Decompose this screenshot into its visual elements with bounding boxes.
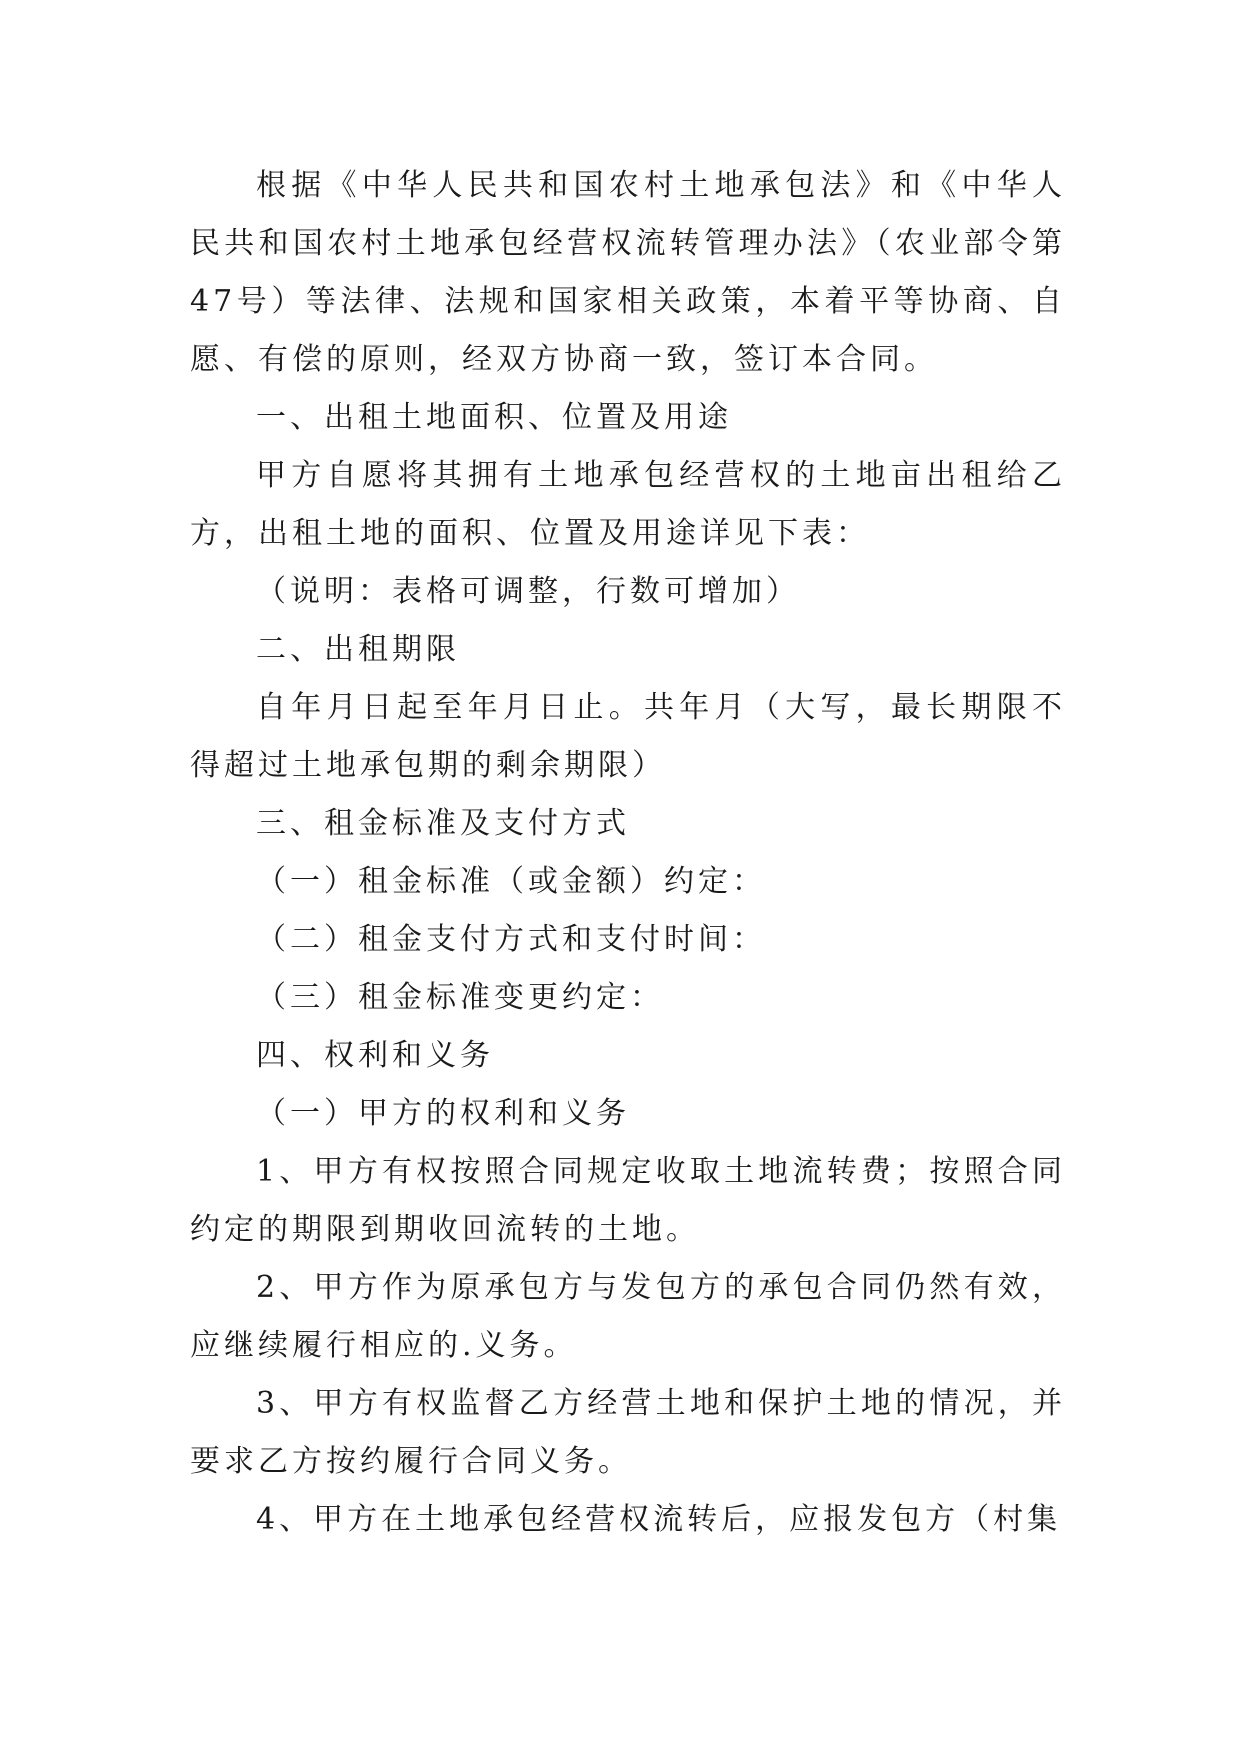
subsection-party-a-rights: （一）甲方的权利和义务	[256, 1096, 630, 1131]
clause-4: 4、甲方在土地承包经营权流转后，应报发包方（村集	[256, 1502, 1062, 1537]
subsection-rent-change: （三）租金标准变更约定：	[256, 980, 664, 1015]
paragraph-land-lease: 甲方自愿将其拥有土地承包经营权的土地亩出租给乙方，出租土地的面积、位置及用途详见下表：	[190, 458, 1066, 551]
clause-3: 3、甲方有权监督乙方经营土地和保护土地的情况，并要求乙方按约履行合同义务。	[190, 1386, 1066, 1479]
section-heading-4: 四、权利和义务	[256, 1038, 494, 1073]
subsection-rent-payment: （二）租金支付方式和支付时间：	[256, 922, 766, 957]
section-heading-2: 二、出租期限	[256, 632, 460, 667]
clause-1: 1、甲方有权按照合同规定收取土地流转费；按照合同约定的期限到期收回流转的土地。	[190, 1154, 1066, 1247]
clause-2: 2、甲方作为原承包方与发包方的承包合同仍然有效，应继续履行相应的.义务。	[190, 1270, 1066, 1363]
section-heading-3: 三、租金标准及支付方式	[256, 806, 630, 841]
subsection-rent-standard: （一）租金标准（或金额）约定：	[256, 864, 766, 899]
paragraph-lease-term: 自年月日起至年月日止。共年月（大写，最长期限不得超过土地承包期的剩余期限）	[190, 690, 1066, 783]
paragraph-table-note: （说明：表格可调整，行数可增加）	[256, 574, 800, 609]
paragraph-intro: 根据《中华人民共和国农村土地承包法》和《中华人民共和国农村土地承包经营权流转管理办法》（农业部令第47号）等法律、法规和国家相关政策，本着平等协商、自愿、有偿的原则，经双方协商一致，签订本合同。	[190, 168, 1066, 377]
section-heading-1: 一、出租土地面积、位置及用途	[256, 400, 732, 435]
document-body	[190, 157, 1066, 1549]
